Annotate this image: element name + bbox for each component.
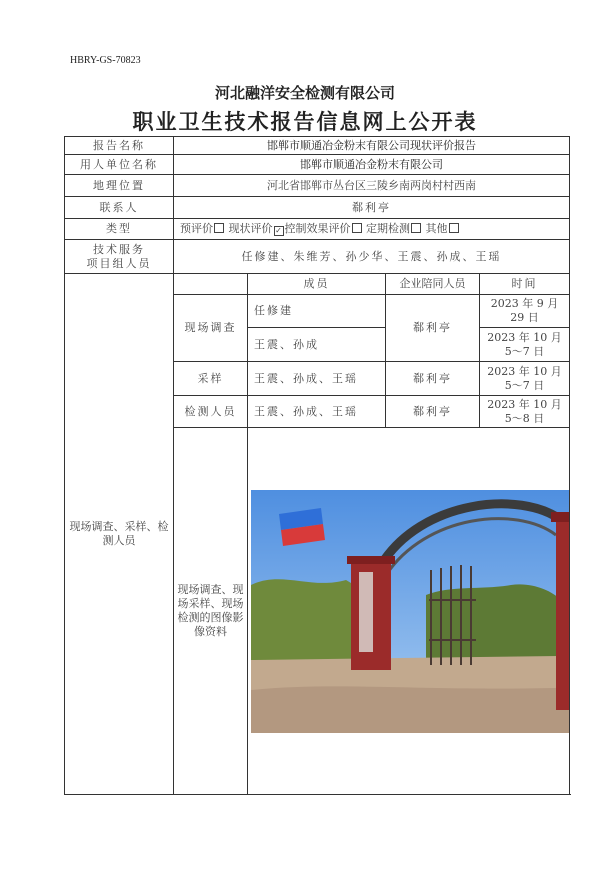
option-periodic-testing: 定期检测 [366,222,422,235]
row-type [65,219,570,240]
checkbox-control-effect-icon [352,223,362,233]
value-report-name: 邯郸市顺通冶金粉末有限公司现状评价报告 [174,137,570,155]
survey-member-1: 任修建 [248,295,386,328]
option-status-evaluation: 现状评价 ✓ [228,222,282,235]
option-pre-evaluation: 预评价 [180,222,225,235]
sampling-companion: 郗利亭 [386,362,480,396]
testing-companion: 郗利亭 [386,396,480,428]
row-employer [65,155,570,175]
row-staff-header [65,274,570,295]
type-options [174,219,570,240]
site-photo [251,490,570,733]
label-type: 类型 [65,219,174,240]
label-team: 技术服务 项目组人员 [65,240,174,274]
image-cell [248,428,570,795]
option-control-effect: 控制效果评价 [285,222,363,235]
sampling-member: 王震、孙成、王瑶 [248,362,386,396]
row-contact [65,197,570,219]
document-title: 职业卫生技术报告信息网上公开表 [132,109,478,134]
label-sampling: 采样 [174,362,248,396]
survey-member-2: 王震、孙成 [248,328,386,362]
header-time: 时间 [480,274,570,295]
info-table [64,136,570,795]
header-member: 成员 [248,274,386,295]
label-survey: 现场调查 [174,295,248,362]
label-image-section: 现场调查、现场采样、现场检测的图像影像资料 [174,428,248,795]
survey-time-1: 2023 年 9 月 29 日 [480,295,570,328]
value-contact: 郗利亭 [174,197,570,219]
checkbox-pre-evaluation-icon [214,223,224,233]
header-companion: 企业陪同人员 [386,274,480,295]
value-team: 任修建、朱维芳、孙少华、王震、孙成、王瑶 [174,240,570,274]
survey-time-2: 2023 年 10 月 5～7 日 [480,328,570,362]
blank-header-cell [174,274,248,295]
checkbox-periodic-testing-icon [411,223,421,233]
testing-time: 2023 年 10 月 5～8 日 [480,396,570,428]
label-contact: 联系人 [65,197,174,219]
label-report-name: 报告名称 [65,137,174,155]
company-name: 河北融洋安全检测有限公司 [214,84,395,102]
row-location [65,175,570,197]
label-employer: 用人单位名称 [65,155,174,175]
row-report-name [65,137,570,155]
survey-companion: 郗利亭 [386,295,480,362]
value-location: 河北省邯郸市丛台区三陵乡南两岗村村西南 [174,175,570,197]
checkbox-checked-icon: ✓ [275,226,282,235]
value-employer: 邯郸市顺通冶金粉末有限公司 [174,155,570,175]
checkbox-other-icon [449,223,459,233]
label-testing: 检测人员 [174,396,248,428]
option-other: 其他 [426,222,460,235]
label-staff: 现场调查、采样、检测人员 [65,274,174,795]
row-team [65,240,570,274]
testing-member: 王震、孙成、王瑶 [248,396,386,428]
label-location: 地理位置 [65,175,174,197]
document-code: HBRY-GS-70823 [70,55,141,66]
sampling-time: 2023 年 10 月 5～7 日 [480,362,570,396]
